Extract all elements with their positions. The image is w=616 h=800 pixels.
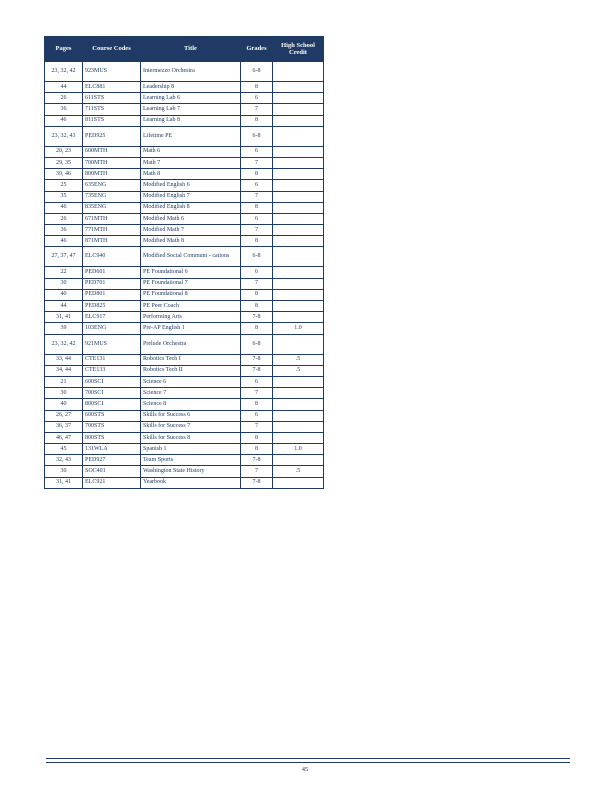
cell-course-code: PED925 (83, 126, 141, 146)
cell-credit (273, 399, 324, 410)
table-row (45, 466, 324, 477)
cell-credit (273, 289, 324, 300)
cell-title: Science 7 (141, 388, 241, 399)
cell-course-code: 811STS (83, 115, 141, 126)
cell-pages: 34, 44 (45, 365, 83, 376)
cell-title: Modified Social Communi - cations (141, 247, 241, 267)
cell-pages: 33, 44 (45, 354, 83, 365)
cell-title: Robotics Tech II (141, 365, 241, 376)
cell-credit (273, 388, 324, 399)
cell-grades: 8 (241, 432, 273, 443)
cell-pages: 26 (45, 93, 83, 104)
cell-pages: 39, 46 (45, 169, 83, 180)
table-row (45, 247, 324, 267)
cell-grades: 7 (241, 157, 273, 168)
cell-grades: 6 (241, 410, 273, 421)
cell-grades: 8 (241, 236, 273, 247)
cell-course-code: 871MTH (83, 236, 141, 247)
cell-title: Pre-AP English 1 (141, 323, 241, 334)
cell-grades: 8 (241, 289, 273, 300)
cell-credit: .5 (273, 365, 324, 376)
cell-grades: 7 (241, 388, 273, 399)
cell-course-code: PED601 (83, 267, 141, 278)
cell-pages: 31, 41 (45, 312, 83, 323)
table-row (45, 388, 324, 399)
cell-pages: 40 (45, 289, 83, 300)
cell-course-code: 700MTH (83, 157, 141, 168)
cell-title: Modified English 6 (141, 180, 241, 191)
table-row (45, 225, 324, 236)
cell-grades: 8 (241, 323, 273, 334)
table-header-row (45, 37, 324, 62)
cell-pages: 23, 32, 42 (45, 62, 83, 82)
cell-credit (273, 432, 324, 443)
table-row (45, 399, 324, 410)
cell-pages: 30 (45, 388, 83, 399)
cell-course-code: 800MTH (83, 169, 141, 180)
cell-grades: 7 (241, 225, 273, 236)
cell-course-code: 600STS (83, 410, 141, 421)
cell-grades: 8 (241, 169, 273, 180)
cell-credit (273, 126, 324, 146)
cell-credit (273, 169, 324, 180)
cell-pages: 31, 41 (45, 477, 83, 488)
cell-grades: 8 (241, 399, 273, 410)
cell-credit (273, 93, 324, 104)
table-row (45, 477, 324, 488)
cell-grades: 7-8 (241, 477, 273, 488)
table-row (45, 191, 324, 202)
table-row (45, 289, 324, 300)
cell-title: Leadership 8 (141, 82, 241, 93)
table-row (45, 169, 324, 180)
cell-course-code: 711STS (83, 104, 141, 115)
cell-credit (273, 213, 324, 224)
cell-course-code: 611STS (83, 93, 141, 104)
cell-credit (273, 477, 324, 488)
cell-course-code: PED701 (83, 278, 141, 289)
header-title: Title (141, 37, 241, 62)
cell-grades: 6-8 (241, 62, 273, 82)
cell-pages: 35 (45, 191, 83, 202)
cell-credit (273, 410, 324, 421)
cell-grades: 8 (241, 444, 273, 455)
cell-grades: 8 (241, 82, 273, 93)
cell-credit (273, 247, 324, 267)
cell-pages: 36 (45, 225, 83, 236)
cell-credit (273, 312, 324, 323)
cell-title: Learning Lab 6 (141, 93, 241, 104)
cell-grades: 6 (241, 267, 273, 278)
cell-title: Performing Arts (141, 312, 241, 323)
cell-course-code: 635ENG (83, 180, 141, 191)
cell-grades: 7 (241, 466, 273, 477)
cell-course-code: ELC940 (83, 247, 141, 267)
cell-credit (273, 334, 324, 354)
cell-course-code: CTE131 (83, 354, 141, 365)
cell-title: Skills for Success 8 (141, 432, 241, 443)
cell-title: Team Sports (141, 455, 241, 466)
cell-grades: 6 (241, 376, 273, 387)
cell-course-code: PED825 (83, 301, 141, 312)
table-row (45, 365, 324, 376)
page-number: 45 (301, 766, 309, 773)
cell-course-code: 700STS (83, 421, 141, 432)
table-row (45, 301, 324, 312)
cell-grades: 6-8 (241, 126, 273, 146)
table-row (45, 354, 324, 365)
table-row (45, 455, 324, 466)
table-row (45, 146, 324, 157)
cell-pages: 23, 32, 42 (45, 334, 83, 354)
cell-course-code: 923MUS (83, 62, 141, 82)
cell-grades: 7-8 (241, 365, 273, 376)
table-row (45, 421, 324, 432)
cell-title: Learning Lab 8 (141, 115, 241, 126)
cell-pages: 39 (45, 323, 83, 334)
cell-credit: 1.0 (273, 323, 324, 334)
cell-credit: .5 (273, 466, 324, 477)
cell-course-code: 103ENG (83, 323, 141, 334)
cell-credit (273, 82, 324, 93)
cell-title: Washington State History (141, 466, 241, 477)
cell-title: Modified English 7 (141, 191, 241, 202)
cell-course-code: 700SCI (83, 388, 141, 399)
header-course-codes: Course Codes (83, 37, 141, 62)
cell-title: Yearbook (141, 477, 241, 488)
table-row (45, 126, 324, 146)
cell-pages: 32, 43 (45, 455, 83, 466)
cell-credit (273, 225, 324, 236)
cell-title: Skills for Success 6 (141, 410, 241, 421)
cell-course-code: 800SCI (83, 399, 141, 410)
cell-course-code: 800STS (83, 432, 141, 443)
table-row (45, 323, 324, 334)
table-row (45, 236, 324, 247)
table-row (45, 82, 324, 93)
cell-credit (273, 202, 324, 213)
table-row (45, 93, 324, 104)
cell-title: PE Foundational 8 (141, 289, 241, 300)
cell-course-code: 671MTH (83, 213, 141, 224)
cell-title: Robotics Tech I (141, 354, 241, 365)
cell-credit (273, 376, 324, 387)
cell-credit (273, 421, 324, 432)
cell-course-code: 600SCI (83, 376, 141, 387)
cell-credit (273, 278, 324, 289)
cell-title: Skills for Success 7 (141, 421, 241, 432)
table-row (45, 334, 324, 354)
cell-grades: 7-8 (241, 312, 273, 323)
table-row (45, 157, 324, 168)
cell-title: Prelude Orchestra (141, 334, 241, 354)
cell-title: Science 8 (141, 399, 241, 410)
cell-course-code: 735ENG (83, 191, 141, 202)
cell-title: Math 6 (141, 146, 241, 157)
cell-grades: 7 (241, 278, 273, 289)
cell-pages: 30 (45, 466, 83, 477)
header-grades: Grades (241, 37, 273, 62)
cell-pages: 46 (45, 202, 83, 213)
cell-course-code: 921MUS (83, 334, 141, 354)
table-row (45, 115, 324, 126)
cell-title: Modified English 8 (141, 202, 241, 213)
cell-pages: 46, 47 (45, 432, 83, 443)
cell-grades: 7-8 (241, 354, 273, 365)
cell-title: Modified Math 8 (141, 236, 241, 247)
cell-grades: 6-8 (241, 334, 273, 354)
cell-grades: 6 (241, 146, 273, 157)
cell-credit (273, 455, 324, 466)
course-table (44, 36, 324, 489)
cell-pages: 20, 23 (45, 146, 83, 157)
cell-title: PE Peer Coach (141, 301, 241, 312)
table-row (45, 104, 324, 115)
table-row (45, 410, 324, 421)
footer-divider-thin (46, 762, 570, 763)
table-row (45, 312, 324, 323)
cell-title: Math 7 (141, 157, 241, 168)
table-row (45, 62, 324, 82)
cell-pages: 36, 37 (45, 421, 83, 432)
cell-credit (273, 104, 324, 115)
cell-title: PE Foundational 6 (141, 267, 241, 278)
table-row (45, 278, 324, 289)
cell-title: Math 8 (141, 169, 241, 180)
cell-grades: 7 (241, 191, 273, 202)
cell-title: Modified Math 7 (141, 225, 241, 236)
table-row (45, 202, 324, 213)
cell-pages: 46 (45, 115, 83, 126)
cell-course-code: CTE133 (83, 365, 141, 376)
cell-course-code: SOC401 (83, 466, 141, 477)
cell-credit (273, 267, 324, 278)
cell-pages: 30 (45, 278, 83, 289)
cell-course-code: PED927 (83, 455, 141, 466)
cell-course-code: 131WLA (83, 444, 141, 455)
cell-grades: 7 (241, 421, 273, 432)
cell-course-code: 771MTH (83, 225, 141, 236)
cell-pages: 22 (45, 267, 83, 278)
header-pages: Pages (45, 37, 83, 62)
cell-title: Modified Math 6 (141, 213, 241, 224)
cell-credit (273, 62, 324, 82)
cell-title: Lifetime PE (141, 126, 241, 146)
cell-title: Learning Lab 7 (141, 104, 241, 115)
footer-divider (46, 758, 570, 759)
cell-credit (273, 146, 324, 157)
cell-pages: 21 (45, 376, 83, 387)
cell-credit (273, 236, 324, 247)
cell-pages: 29, 35 (45, 157, 83, 168)
cell-pages: 26 (45, 213, 83, 224)
cell-course-code: ELC921 (83, 477, 141, 488)
cell-grades: 8 (241, 301, 273, 312)
cell-grades: 8 (241, 202, 273, 213)
cell-course-code: 835ENG (83, 202, 141, 213)
cell-grades: 8 (241, 115, 273, 126)
header-high-school-credit: High School Credit (273, 37, 324, 62)
cell-credit (273, 180, 324, 191)
cell-pages: 44 (45, 301, 83, 312)
cell-pages: 40 (45, 399, 83, 410)
table-row (45, 180, 324, 191)
cell-grades: 7-8 (241, 455, 273, 466)
cell-title: PE Foundational 7 (141, 278, 241, 289)
cell-credit (273, 115, 324, 126)
cell-credit (273, 301, 324, 312)
cell-pages: 23, 32, 43 (45, 126, 83, 146)
cell-grades: 6-8 (241, 247, 273, 267)
cell-pages: 36 (45, 104, 83, 115)
cell-pages: 46 (45, 236, 83, 247)
table-row (45, 432, 324, 443)
table-row (45, 376, 324, 387)
cell-course-code: ELC881 (83, 82, 141, 93)
cell-course-code: ELC917 (83, 312, 141, 323)
cell-title: Science 6 (141, 376, 241, 387)
cell-pages: 27, 37, 47 (45, 247, 83, 267)
table-row (45, 267, 324, 278)
cell-grades: 6 (241, 180, 273, 191)
cell-pages: 25 (45, 180, 83, 191)
table-row (45, 444, 324, 455)
cell-grades: 7 (241, 104, 273, 115)
cell-credit (273, 191, 324, 202)
table-body (45, 62, 324, 489)
cell-grades: 6 (241, 213, 273, 224)
cell-course-code: 600MTH (83, 146, 141, 157)
table-row (45, 213, 324, 224)
cell-credit: 1.0 (273, 444, 324, 455)
cell-pages: 45 (45, 444, 83, 455)
cell-grades: 6 (241, 93, 273, 104)
cell-credit: .5 (273, 354, 324, 365)
cell-credit (273, 157, 324, 168)
cell-title: Spanish 1 (141, 444, 241, 455)
cell-pages: 26, 27 (45, 410, 83, 421)
cell-title: Intermezzo Orchestra (141, 62, 241, 82)
cell-course-code: PED801 (83, 289, 141, 300)
cell-pages: 44 (45, 82, 83, 93)
